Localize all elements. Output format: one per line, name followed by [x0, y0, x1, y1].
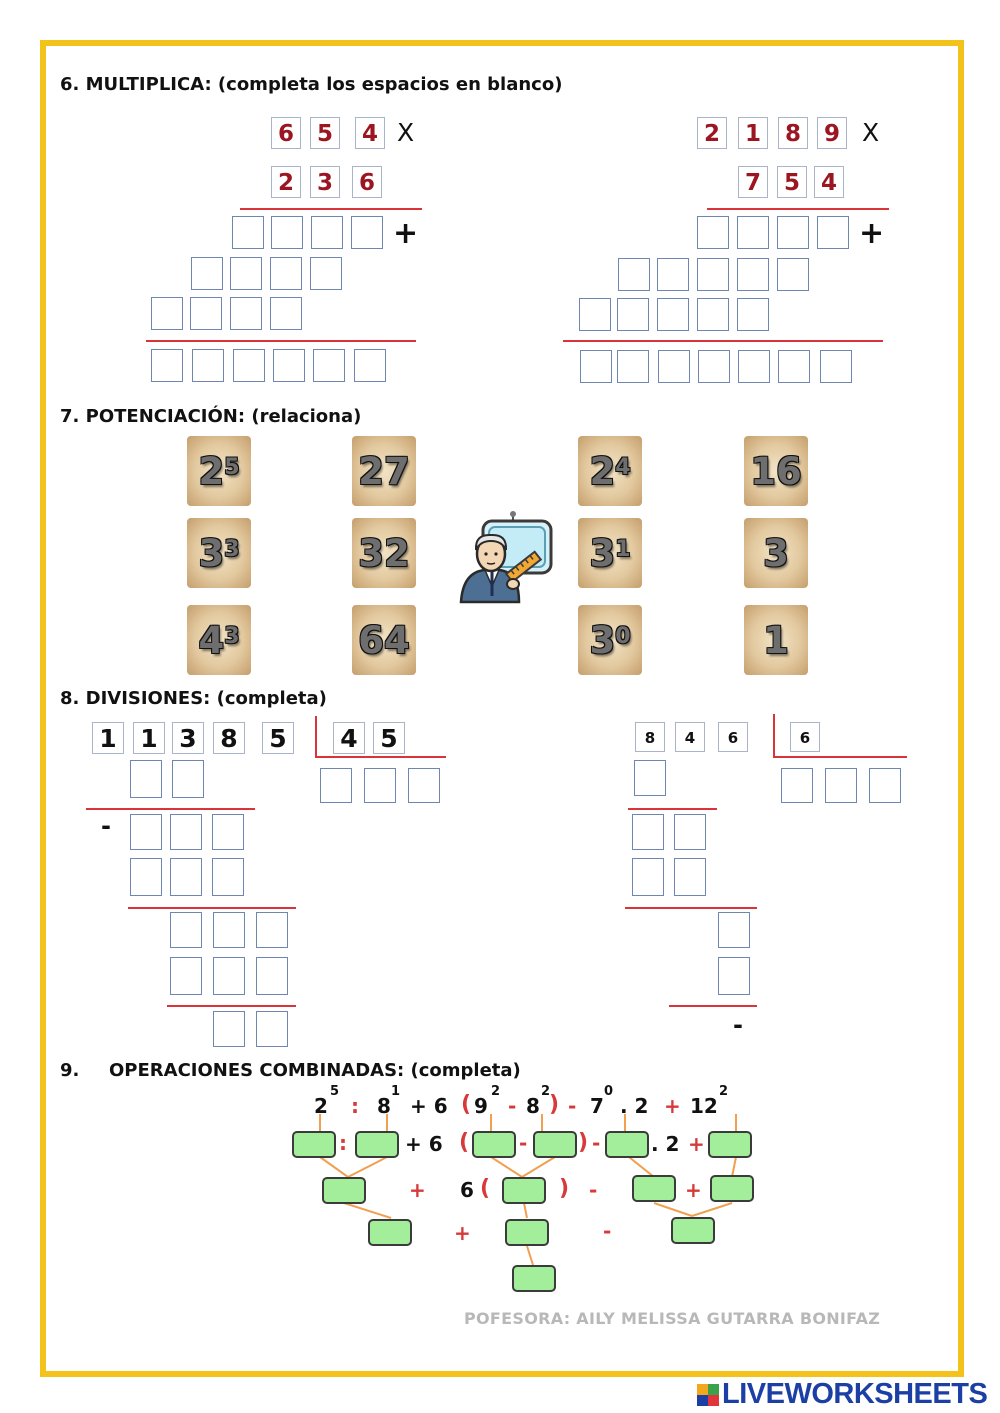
- answer-box[interactable]: [658, 350, 690, 383]
- expr-operator: +: [664, 1094, 681, 1118]
- row-operator: -: [519, 1131, 528, 1155]
- expr-exponent: 1: [391, 1084, 401, 1099]
- answer-box[interactable]: [322, 1177, 366, 1204]
- row-operator: -: [589, 1178, 598, 1202]
- digit: 8: [635, 722, 665, 752]
- quotient-box[interactable]: [364, 768, 396, 803]
- digit: 1: [738, 117, 768, 149]
- answer-box[interactable]: [777, 216, 809, 249]
- division-bar: [315, 756, 446, 758]
- digit: 4: [814, 166, 844, 198]
- row-paren: (: [480, 1176, 491, 1201]
- digit: 6: [790, 722, 820, 752]
- row-operator: . 2: [651, 1132, 680, 1156]
- answer-box[interactable]: [213, 912, 245, 948]
- answer-box[interactable]: [311, 216, 343, 249]
- answer-box[interactable]: [313, 349, 345, 382]
- quotient-box[interactable]: [869, 768, 901, 803]
- answer-box[interactable]: [718, 912, 750, 948]
- digit: 8: [213, 722, 245, 754]
- base: 2: [198, 449, 225, 493]
- answer-box[interactable]: [230, 257, 262, 290]
- answer-box[interactable]: [632, 858, 664, 896]
- digit: 3: [310, 166, 340, 198]
- answer-box[interactable]: [292, 1131, 336, 1158]
- logo-text: LIVEWORKSHEETS: [722, 1378, 988, 1410]
- times-sign: X: [862, 118, 880, 147]
- answer-box[interactable]: [698, 350, 730, 383]
- expr-exponent: 5: [330, 1084, 340, 1099]
- answer-box[interactable]: [533, 1131, 577, 1158]
- value-card[interactable]: 64: [352, 605, 416, 675]
- expr-exponent: 2: [541, 1084, 551, 1099]
- division-title: 8. DIVISIONES: (completa): [60, 688, 327, 709]
- answer-box[interactable]: [617, 350, 649, 383]
- digit: 6: [352, 166, 382, 198]
- expr-operator: + 6: [410, 1094, 448, 1118]
- answer-box[interactable]: [130, 814, 162, 850]
- answer-box[interactable]: [634, 760, 666, 796]
- teacher-icon: [455, 510, 555, 605]
- answer-box[interactable]: [233, 349, 265, 382]
- combined-title: OPERACIONES COMBINADAS: (completa): [109, 1060, 521, 1081]
- division-bar: [315, 716, 317, 758]
- answer-box[interactable]: [351, 216, 383, 249]
- row-operator: +: [454, 1221, 471, 1245]
- teacher-credit: POFESORA: AILY MELISSA GUTARRA BONIFAZ: [464, 1309, 881, 1328]
- answer-box[interactable]: [170, 814, 202, 850]
- answer-box[interactable]: [130, 760, 162, 798]
- multiply-title: 6. MULTIPLICA: (completa los espacios en blanco): [60, 74, 563, 95]
- logo-square: [697, 1395, 708, 1406]
- answer-box[interactable]: [697, 216, 729, 249]
- digit: 4: [355, 117, 385, 149]
- value-card[interactable]: 32: [352, 518, 416, 588]
- expr-base: 7: [590, 1094, 604, 1118]
- expr-operator: -: [568, 1094, 577, 1118]
- answer-box[interactable]: [213, 1011, 245, 1047]
- expr-exponent: 2: [719, 1084, 729, 1099]
- value-card[interactable]: 27: [352, 436, 416, 506]
- minus-sign: -: [101, 812, 111, 840]
- rule-line: [628, 808, 717, 810]
- answer-box[interactable]: [817, 216, 849, 249]
- combined-title-number: 9.: [60, 1060, 80, 1081]
- exponent: 1: [615, 536, 631, 562]
- answer-box[interactable]: [256, 1011, 288, 1047]
- digit: 2: [271, 166, 301, 198]
- digit: 7: [738, 166, 768, 198]
- answer-box[interactable]: [505, 1219, 549, 1246]
- answer-box[interactable]: [617, 298, 649, 331]
- quotient-box[interactable]: [408, 768, 440, 803]
- answer-box[interactable]: [502, 1177, 546, 1204]
- digit: 5: [777, 166, 807, 198]
- answer-box[interactable]: [618, 258, 650, 291]
- row-paren: ): [578, 1130, 589, 1155]
- answer-box[interactable]: [270, 297, 302, 330]
- logo-square: [708, 1395, 719, 1406]
- digit: 4: [675, 722, 705, 752]
- power-card[interactable]: [187, 518, 251, 588]
- answer-box[interactable]: [657, 298, 689, 331]
- expr-paren: (: [461, 1092, 472, 1117]
- division-bar: [773, 756, 907, 758]
- answer-box[interactable]: [170, 957, 202, 995]
- base: 2: [589, 449, 616, 493]
- exponent: 3: [224, 536, 240, 562]
- answer-box[interactable]: [232, 216, 264, 249]
- answer-box[interactable]: [632, 814, 664, 850]
- logo-icon: [697, 1384, 719, 1406]
- answer-box[interactable]: [151, 297, 183, 330]
- rule-line: [240, 208, 422, 210]
- expr-operator: -: [508, 1094, 517, 1118]
- answer-box[interactable]: [271, 216, 303, 249]
- base: 3: [198, 531, 225, 575]
- answer-box[interactable]: [212, 858, 244, 896]
- expr-base: 2: [314, 1094, 328, 1118]
- plus-sign: +: [393, 216, 419, 251]
- row-operator: +: [409, 1178, 426, 1202]
- answer-box[interactable]: [820, 350, 852, 383]
- division-bar: [773, 714, 775, 758]
- digit: 1: [133, 722, 165, 754]
- digit: 4: [333, 722, 365, 754]
- answer-box[interactable]: [256, 957, 288, 995]
- answer-box[interactable]: [273, 349, 305, 382]
- answer-box[interactable]: [170, 858, 202, 896]
- rule-line: [86, 808, 255, 810]
- rule-line: [146, 340, 416, 342]
- rule-line: [563, 340, 883, 342]
- digit: 8: [778, 117, 808, 149]
- answer-box[interactable]: [777, 258, 809, 291]
- answer-box[interactable]: [697, 258, 729, 291]
- answer-box[interactable]: [130, 858, 162, 896]
- answer-box[interactable]: [671, 1217, 715, 1244]
- row-paren: (: [459, 1130, 470, 1155]
- base: 3: [589, 531, 616, 575]
- power-title: 7. POTENCIACIÓN: (relaciona): [60, 406, 362, 427]
- digit: 1: [92, 722, 124, 754]
- digit: 5: [310, 117, 340, 149]
- digit: 9: [817, 117, 847, 149]
- answer-box[interactable]: [580, 350, 612, 383]
- row-operator: -: [603, 1219, 612, 1243]
- digit: 6: [271, 117, 301, 149]
- answer-box[interactable]: [718, 957, 750, 995]
- answer-box[interactable]: [737, 216, 769, 249]
- answer-box[interactable]: [355, 1131, 399, 1158]
- answer-box[interactable]: [708, 1131, 752, 1158]
- answer-box[interactable]: [191, 257, 223, 290]
- expr-base: 9: [474, 1094, 488, 1118]
- minus-sign: -: [733, 1011, 743, 1039]
- quotient-box[interactable]: [781, 768, 813, 803]
- digit: 2: [697, 117, 727, 149]
- power-card[interactable]: [578, 605, 642, 675]
- rule-line: [625, 907, 757, 909]
- expr-base: 12: [690, 1094, 718, 1118]
- expr-operator: . 2: [620, 1094, 649, 1118]
- answer-box[interactable]: [697, 298, 729, 331]
- expr-operator: :: [351, 1094, 359, 1118]
- power-card[interactable]: [578, 436, 642, 506]
- exponent: 3: [224, 623, 240, 649]
- answer-box[interactable]: [737, 298, 769, 331]
- power-card[interactable]: [187, 605, 251, 675]
- expr-base: 8: [526, 1094, 540, 1118]
- answer-box[interactable]: [674, 814, 706, 850]
- answer-box[interactable]: [172, 760, 204, 798]
- liveworksheets-logo: [697, 1378, 987, 1411]
- logo-square: [697, 1384, 708, 1395]
- expr-paren: ): [549, 1092, 560, 1117]
- answer-box[interactable]: [213, 957, 245, 995]
- answer-box[interactable]: [190, 297, 222, 330]
- answer-box[interactable]: [737, 258, 769, 291]
- digit: 5: [262, 722, 294, 754]
- answer-box[interactable]: [354, 349, 386, 382]
- base: 4: [198, 618, 225, 662]
- value-card[interactable]: 1: [744, 605, 808, 675]
- answer-box[interactable]: [368, 1219, 412, 1246]
- answer-box[interactable]: [151, 349, 183, 382]
- expr-exponent: 2: [491, 1084, 501, 1099]
- base: 3: [589, 618, 616, 662]
- digit: 5: [373, 722, 405, 754]
- answer-box[interactable]: [192, 349, 224, 382]
- answer-box[interactable]: [657, 258, 689, 291]
- answer-box[interactable]: [230, 297, 262, 330]
- value-card[interactable]: 3: [744, 518, 808, 588]
- final-answer-box[interactable]: [512, 1265, 556, 1292]
- row-operator: -: [592, 1131, 601, 1155]
- plus-sign: +: [859, 216, 885, 251]
- row-paren: ): [559, 1176, 570, 1201]
- exponent: 0: [615, 623, 631, 649]
- answer-box[interactable]: [256, 912, 288, 948]
- rule-line: [707, 208, 889, 210]
- row-operator: +: [685, 1178, 702, 1202]
- logo-square: [708, 1384, 719, 1395]
- answer-box[interactable]: [212, 814, 244, 850]
- power-card[interactable]: [187, 436, 251, 506]
- row-operator: + 6: [405, 1132, 443, 1156]
- answer-box[interactable]: [310, 257, 342, 290]
- answer-box[interactable]: [270, 257, 302, 290]
- digit: 3: [172, 722, 204, 754]
- answer-box[interactable]: [579, 298, 611, 331]
- expr-base: 8: [377, 1094, 391, 1118]
- exponent: 4: [615, 454, 631, 480]
- answer-box[interactable]: [472, 1131, 516, 1158]
- answer-box[interactable]: [632, 1175, 676, 1202]
- value-card[interactable]: 16: [744, 436, 808, 506]
- power-card[interactable]: [578, 518, 642, 588]
- answer-box[interactable]: [170, 912, 202, 948]
- quotient-box[interactable]: [825, 768, 857, 803]
- answer-box[interactable]: [778, 350, 810, 383]
- rule-line: [167, 1005, 296, 1007]
- row-operator: :: [339, 1131, 347, 1155]
- answer-box[interactable]: [738, 350, 770, 383]
- row-value: 6: [460, 1178, 474, 1202]
- exponent: 5: [224, 454, 240, 480]
- digit: 6: [718, 722, 748, 752]
- quotient-box[interactable]: [320, 768, 352, 803]
- rule-line: [669, 1005, 757, 1007]
- expr-exponent: 0: [604, 1084, 614, 1099]
- answer-box[interactable]: [605, 1131, 649, 1158]
- answer-box[interactable]: [674, 858, 706, 896]
- rule-line: [128, 907, 296, 909]
- times-sign: X: [397, 118, 415, 147]
- row-operator: +: [688, 1132, 705, 1156]
- answer-box[interactable]: [710, 1175, 754, 1202]
